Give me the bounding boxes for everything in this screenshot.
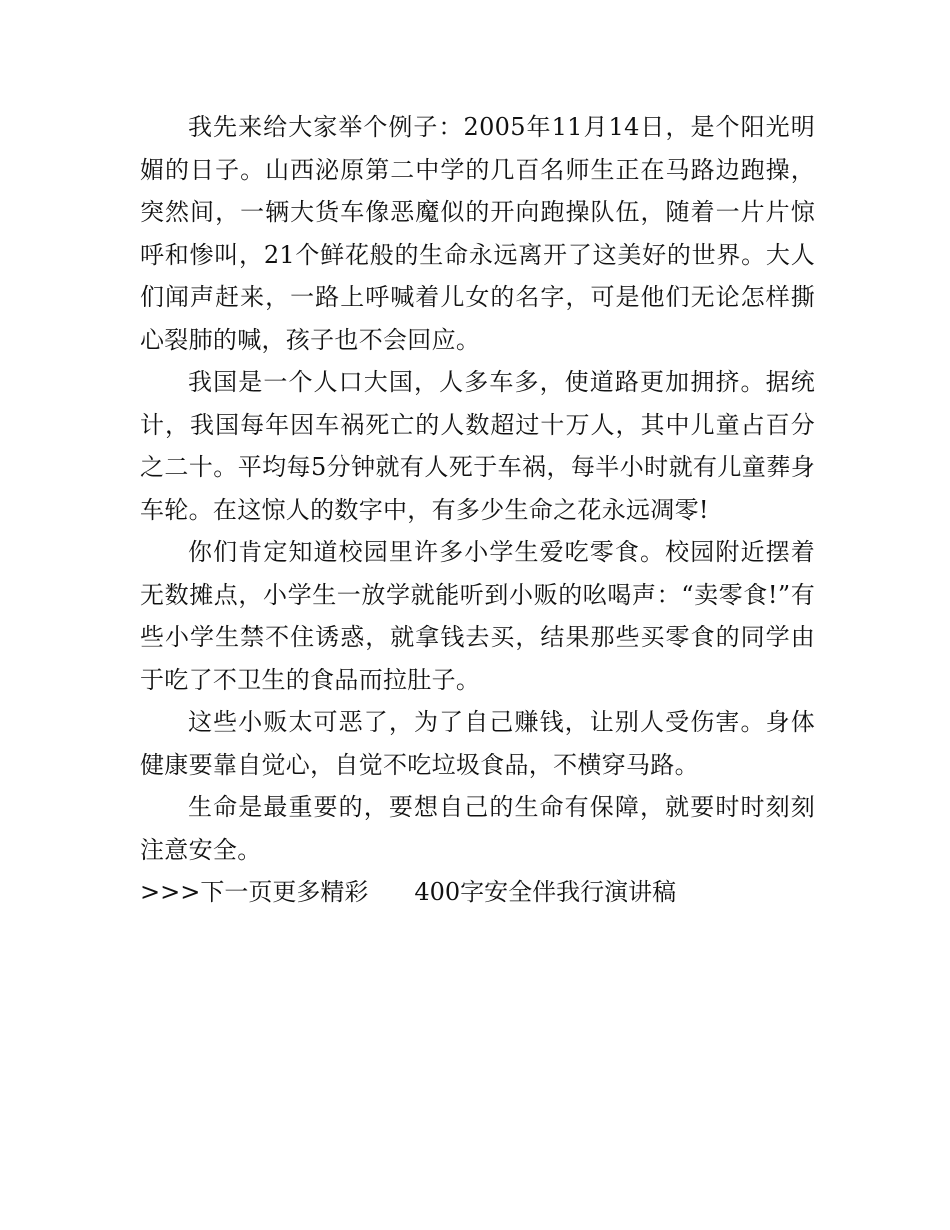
footer-links bbox=[140, 871, 815, 914]
paragraph-3: 你们肯定知道校园里许多小学生爱吃零食。校园附近摆着无数摊点，小学生一放学就能听到小贩的吆喝声：“卖零食!”有些小学生禁不住诱惑，就拿钱去买，结果那些买零食的同学由于吃了不卫生的食品而拉肚子。 bbox=[140, 538, 815, 694]
paragraph-2: 我国是一个人口大国，人多车多，使道路更加拥挤。据统计，我国每年因车祸死亡的人数超过十万人，其中儿童占百分之二十。平均每5分钟就有人死于车祸，每半小时就有儿童葬身车轮。在这惊人的数字中，有多少生命之花永远凋零! bbox=[140, 368, 815, 524]
related-article-link[interactable]: 400字安全伴我行演讲稿 bbox=[414, 878, 677, 906]
document-page bbox=[140, 106, 815, 914]
paragraph-4: 这些小贩太可恶了，为了自己赚钱，让别人受伤害。身体健康要靠自觉心，自觉不吃垃圾食品，不横穿马路。 bbox=[140, 708, 815, 779]
paragraph-1: 我先来给大家举个例子：2005年11月14日，是个阳光明媚的日子。山西泌原第二中学的几百名师生正在马路边跑操，突然间，一辆大货车像恶魔似的开向跑操队伍，随着一片片惊呼和惨叫，21个鲜花般的生命永远离开了这美好的世界。大人们闻声赶来，一路上呼喊着儿女的名字，可是他们无论怎样撕心裂肺的喊，孩子也不会回应。 bbox=[140, 113, 815, 354]
paragraph-5: 生命是最重要的，要想自己的生命有保障，就要时时刻刻注意安全。 bbox=[140, 793, 815, 864]
next-page-link[interactable]: >>>下一页更多精彩 bbox=[140, 878, 369, 906]
